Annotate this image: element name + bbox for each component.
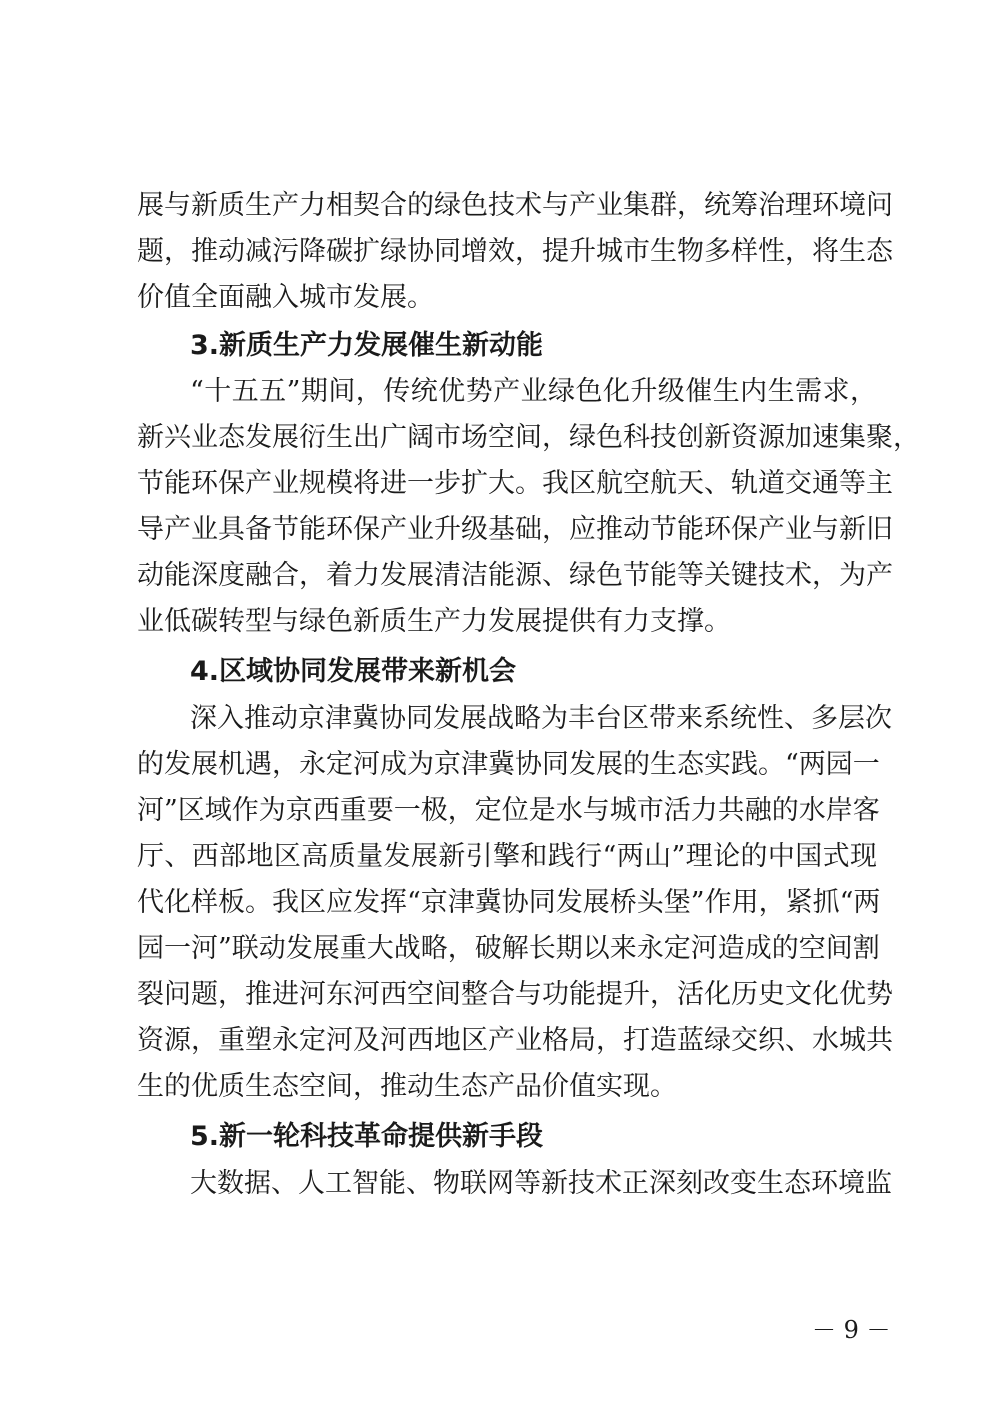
body-line: 题，推动减污降碳扩绿协同增效，提升城市生物多样性，将生态 xyxy=(137,236,893,267)
body-line: 生的优质生态空间，推动生态产品价值实现。 xyxy=(137,1071,677,1102)
section-heading-3: 3.新质生产力发展催生新动能 xyxy=(190,330,544,361)
section-heading-5: 5.新一轮科技革命提供新手段 xyxy=(190,1121,544,1152)
body-line: 的发展机遇，永定河成为京津冀协同发展的生态实践。“两园一 xyxy=(137,749,880,780)
body-line: 资源，重塑永定河及河西地区产业格局，打造蓝绿交织、水城共 xyxy=(137,1025,893,1056)
body-line: 动能深度融合，着力发展清洁能源、绿色节能等关键技术，为产 xyxy=(137,560,893,591)
body-line: 厅、西部地区高质量发展新引擎和践行“两山”理论的中国式现 xyxy=(137,841,877,872)
body-line: 业低碳转型与绿色新质生产力发展提供有力支撑。 xyxy=(137,606,731,637)
body-line: 节能环保产业规模将进一步扩大。我区航空航天、轨道交通等主 xyxy=(137,468,893,499)
body-line: 深入推动京津冀协同发展战略为丰台区带来系统性、多层次 xyxy=(190,703,892,734)
body-line: 园一河”联动发展重大战略，破解长期以来永定河造成的空间割 xyxy=(137,933,880,964)
body-line: 价值全面融入城市发展。 xyxy=(137,282,434,313)
body-line: 河”区域作为京西重要一极，定位是水与城市活力共融的水岸客 xyxy=(137,795,880,826)
body-line: 大数据、人工智能、物联网等新技术正深刻改变生态环境监 xyxy=(190,1168,892,1199)
body-line: 裂问题，推进河东河西空间整合与功能提升，活化历史文化优势 xyxy=(137,979,893,1010)
body-line: 新兴业态发展衍生出广阔市场空间，绿色科技创新资源加速集聚， xyxy=(137,422,920,453)
page-number: － 9 － xyxy=(812,1316,891,1344)
body-line: 展与新质生产力相契合的绿色技术与产业集群，统筹治理环境问 xyxy=(137,190,893,221)
section-heading-4: 4.区域协同发展带来新机会 xyxy=(190,656,517,687)
body-line: 代化样板。我区应发挥“京津冀协同发展桥头堡”作用，紧抓“两 xyxy=(137,887,881,918)
body-line: 导产业具备节能环保产业升级基础，应推动节能环保产业与新旧 xyxy=(137,514,893,545)
body-line: “十五五”期间，传统优势产业绿色化升级催生内生需求， xyxy=(190,376,877,407)
